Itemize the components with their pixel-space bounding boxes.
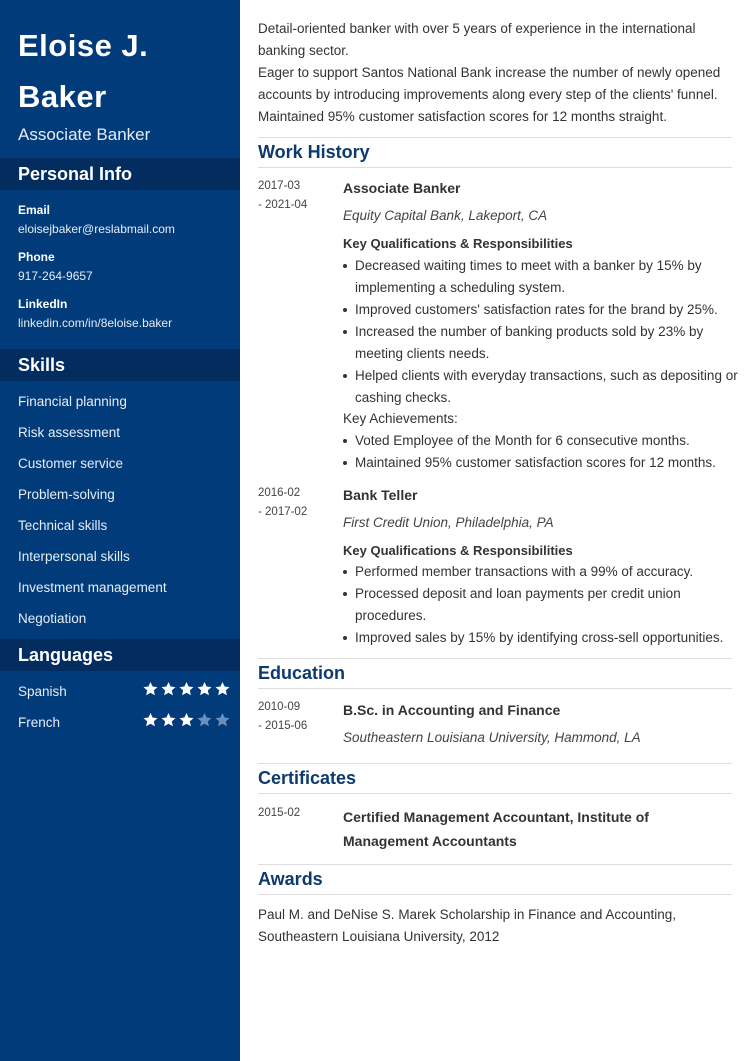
star-filled-icon xyxy=(160,681,177,697)
job-date-start: 2016-02 xyxy=(258,487,301,499)
divider xyxy=(258,793,732,794)
list-item: Performed member transactions with a 99% of accuracy. xyxy=(355,561,740,583)
summary-line: Detail-oriented banker with over 5 years of experience in the international banking sector. xyxy=(258,21,696,58)
star-empty-icon xyxy=(214,712,231,728)
star-filled-icon xyxy=(142,712,159,728)
certificate-date: 2015-02 xyxy=(258,807,301,819)
language-rating xyxy=(142,712,231,728)
responsibility-list xyxy=(343,255,740,409)
summary-line: Eager to support Santos National Bank increase the number of newly opened accounts by introducing improvements along every step of the clients' funnel. xyxy=(258,65,721,102)
email-value[interactable]: eloisejbaker@reslabmail.com xyxy=(18,222,175,236)
job-date-end: - 2017-02 xyxy=(258,506,308,518)
star-filled-icon xyxy=(142,681,159,697)
list-item: Voted Employee of the Month for 6 consecutive months. xyxy=(355,430,740,452)
phone-label: Phone xyxy=(18,250,55,264)
divider xyxy=(258,763,732,764)
skill-item: Risk assessment xyxy=(18,425,121,440)
certificate-title: Certified Management Accountant, Institute of Management Accountants xyxy=(343,809,649,849)
list-item: Helped clients with everyday transactions, such as depositing or cashing checks. xyxy=(355,365,740,409)
job-role: Bank Teller xyxy=(343,487,418,503)
skill-item: Negotiation xyxy=(18,611,87,626)
email-label: Email xyxy=(18,203,51,217)
divider xyxy=(258,658,732,659)
award-text: Paul M. and DeNise S. Marek Scholarship in Finance and Accounting, Southeastern Louisiana University, 2012 xyxy=(258,907,676,944)
qualifications-heading: Key Qualifications & Responsibilities xyxy=(343,543,573,558)
star-filled-icon xyxy=(178,681,195,697)
work-history-heading: Work History xyxy=(258,142,370,162)
linkedin-value[interactable]: linkedin.com/in/8eloise.baker xyxy=(18,316,173,330)
list-item: Maintained 95% customer satisfaction scores for 12 months. xyxy=(355,452,740,474)
star-empty-icon xyxy=(196,712,213,728)
education-date-start: 2010-09 xyxy=(258,701,301,713)
language-rating xyxy=(142,681,231,697)
list-item: Decreased waiting times to meet with a banker by 15% by implementing a scheduling system. xyxy=(355,255,740,299)
skill-item: Problem-solving xyxy=(18,487,115,502)
job-date-start: 2017-03 xyxy=(258,180,301,192)
list-item: Improved customers' satisfaction rates for the brand by 25%. xyxy=(355,299,740,321)
sidebar xyxy=(0,0,240,1061)
achievement-list xyxy=(343,430,740,474)
language-name: French xyxy=(18,715,61,730)
job-date-end: - 2021-04 xyxy=(258,199,308,211)
education-date-end: - 2015-06 xyxy=(258,720,308,732)
job-company: Equity Capital Bank, Lakeport, CA xyxy=(343,208,548,223)
star-filled-icon xyxy=(196,681,213,697)
language-name: Spanish xyxy=(18,684,67,699)
skill-item: Financial planning xyxy=(18,394,127,409)
star-filled-icon xyxy=(160,712,177,728)
personal-info-heading: Personal Info xyxy=(0,158,240,190)
candidate-name: Eloise J. Baker xyxy=(18,28,149,114)
education-school: Southeastern Louisiana University, Hammond, LA xyxy=(343,730,641,745)
achievements-heading: Key Achievements: xyxy=(343,411,458,426)
list-item: Improved sales by 15% by identifying cross-sell opportunities. xyxy=(355,627,740,649)
skill-item: Customer service xyxy=(18,456,124,471)
skills-heading: Skills xyxy=(0,349,240,381)
job-role: Associate Banker xyxy=(343,180,461,196)
divider xyxy=(258,167,732,168)
skill-item: Investment management xyxy=(18,580,167,595)
linkedin-label: LinkedIn xyxy=(18,297,68,311)
summary-line: Maintained 95% customer satisfaction scores for 12 months straight. xyxy=(258,109,667,124)
list-item: Processed deposit and loan payments per credit union procedures. xyxy=(355,583,740,627)
skill-item: Technical skills xyxy=(18,518,108,533)
languages-heading: Languages xyxy=(0,639,240,671)
divider xyxy=(258,688,732,689)
phone-value[interactable]: 917-264-9657 xyxy=(18,269,93,283)
skill-item: Interpersonal skills xyxy=(18,549,130,564)
job-title: Associate Banker xyxy=(18,125,151,144)
responsibility-list xyxy=(343,561,740,649)
divider xyxy=(258,864,732,865)
job-company: First Credit Union, Philadelphia, PA xyxy=(343,515,554,530)
divider xyxy=(258,137,732,138)
star-filled-icon xyxy=(178,712,195,728)
list-item: Increased the number of banking products sold by 23% by meeting clients needs. xyxy=(355,321,740,365)
awards-heading: Awards xyxy=(258,869,323,889)
certificates-heading: Certificates xyxy=(258,768,357,788)
education-degree: B.Sc. in Accounting and Finance xyxy=(343,702,561,718)
education-heading: Education xyxy=(258,663,346,683)
star-filled-icon xyxy=(214,681,231,697)
divider xyxy=(258,894,732,895)
qualifications-heading: Key Qualifications & Responsibilities xyxy=(343,236,573,251)
